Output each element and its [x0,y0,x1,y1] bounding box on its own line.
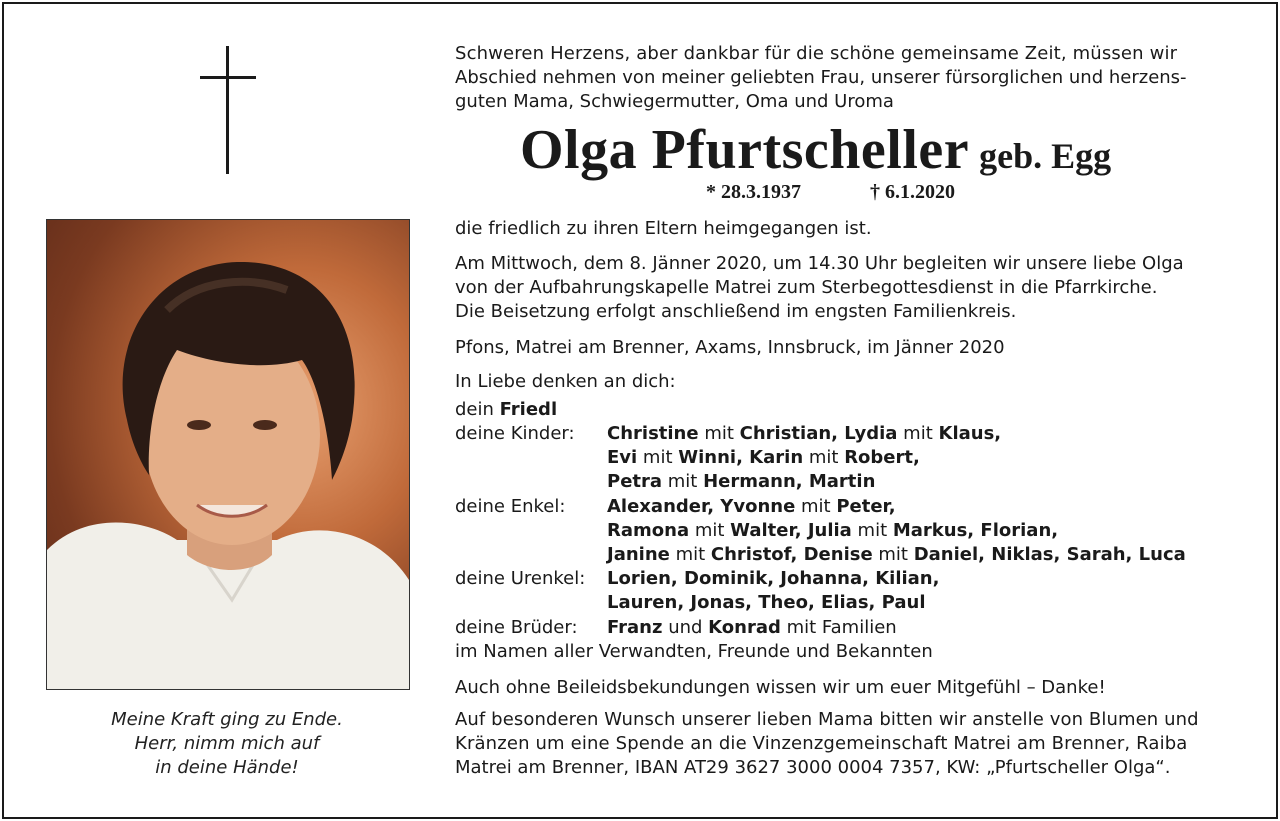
family-names: Lorien, Dominik, Johanna, Kilian, [607,568,940,589]
full-name: Olga Pfurtscheller [520,119,970,181]
family-names: Christine mit Christian, Lydia mit Klaus, [607,423,1002,444]
poem-line: Meine Kraft ging zu Ende. [111,709,343,730]
maiden-name: geb. Egg [979,136,1112,176]
family-names: Petra mit Hermann, Martin [607,471,876,492]
intro-line: Abschied nehmen von meiner geliebten Frau, unserer fürsorglichen und herzens- [455,67,1187,88]
family-names: Alexander, Yvonne mit Peter, [607,496,896,517]
family-names: Ramona mit Walter, Julia mit Markus, Florian, [607,520,1059,541]
family-label: deine Kinder: [455,423,575,444]
family-names: Franz und Konrad mit Familien [607,617,897,638]
donation-line: Auf besonderen Wunsch unserer lieben Mama bitten wir anstelle von Blumen und [455,709,1199,730]
intro-text [455,42,1235,114]
donation-text [455,708,1235,780]
family-label: deine Urenkel: [455,568,586,589]
cross-icon [200,46,256,174]
poem-line: Herr, nimm mich auf [134,733,320,754]
service-line: Am Mittwoch, dem 8. Jänner 2020, um 14.30 Uhr begleiten wir unsere liebe Olga [455,253,1184,274]
service-line: von der Aufbahrungskapelle Matrei zum Sterbegottesdienst in die Pfarrkirche. [455,277,1158,298]
passed-text: die friedlich zu ihren Eltern heimgegangen ist. [455,218,872,239]
service-text [455,252,1235,324]
poem-line: in deine Hände! [155,757,299,778]
place-date: Pfons, Matrei am Brenner, Axams, Innsbruck, im Jänner 2020 [455,337,1005,358]
husband-prefix: dein [455,399,494,420]
birth-date: * 28.3.1937 [706,181,801,203]
thanks-text: Auch ohne Beileidsbekundungen wissen wir um euer Mitgefühl – Danke! [455,677,1106,698]
service-line: Die Beisetzung erfolgt anschließend im engsten Familienkreis. [455,301,1017,322]
relatives-line: im Namen aller Verwandten, Freunde und Bekannten [455,641,933,662]
family-names: Evi mit Winni, Karin mit Robert, [607,447,920,468]
husband-name: Friedl [499,399,558,420]
family-names: Janine mit Christof, Denise mit Daniel, Niklas, Sarah, Luca [607,544,1186,565]
donation-line: Kränzen um eine Spende an die Vinzenzgemeinschaft Matrei am Brenner, Raiba [455,733,1188,754]
intro-line: Schweren Herzens, aber dankbar für die schöne gemeinsame Zeit, müssen wir [455,43,1178,64]
death-date: † 6.1.2020 [870,181,955,203]
donation-line: Matrei am Brenner, IBAN AT29 3627 3000 0004 7357, KW: „Pfurtscheller Olga“. [455,757,1171,778]
love-heading: In Liebe denken an dich: [455,371,676,392]
intro-line: guten Mama, Schwiegermutter, Oma und Uroma [455,91,894,112]
poem [46,708,408,780]
deceased-name [520,118,1111,182]
portrait-photo [46,219,410,690]
family-label: deine Brüder: [455,617,578,638]
family-label: deine Enkel: [455,496,566,517]
family-names: Lauren, Jonas, Theo, Elias, Paul [607,592,926,613]
family-husband [455,398,557,422]
